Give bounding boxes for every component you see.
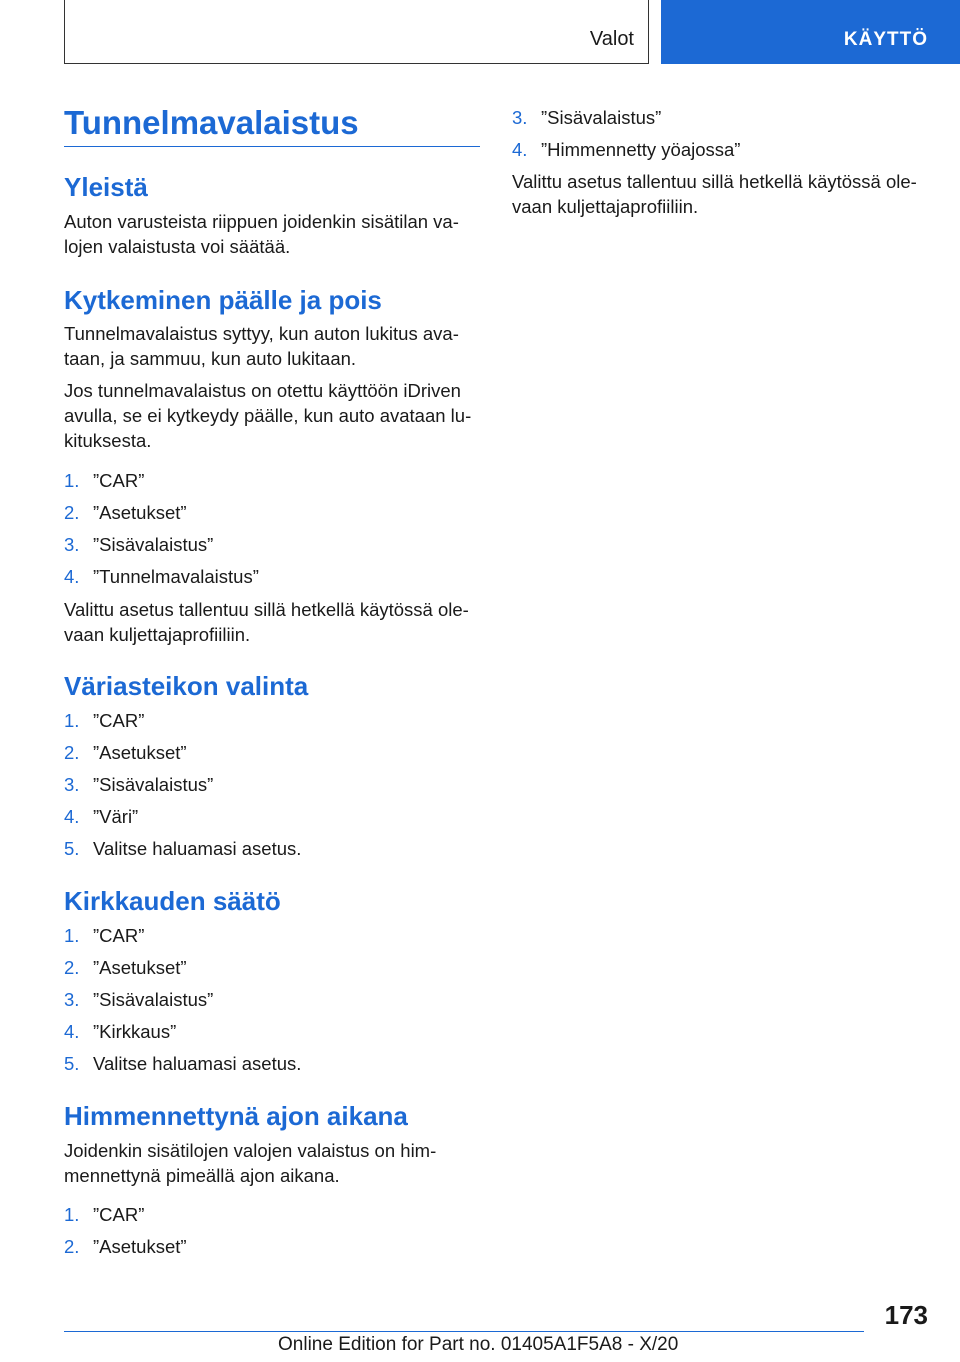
list-number: 4. — [64, 806, 80, 827]
list-text: ”Asetukset” — [93, 742, 187, 763]
list-text: ”Sisävalaistus” — [541, 107, 662, 128]
kytkeminen-paragraph-2: Jos tunnelmavalaistus on otettu käyttöön iDriven avulla, se ei kytkeydy päälle, kun auto avataan lu-kituksesta. — [64, 380, 472, 451]
heading-kytkeminen: Kytkeminen päälle ja pois — [64, 285, 382, 315]
list-text: ”CAR” — [93, 925, 145, 946]
list-number: 3. — [64, 989, 80, 1010]
list-text: ”Himmennetty yöajossa” — [541, 139, 741, 160]
list-text: Valitse haluamasi asetus. — [93, 1053, 302, 1074]
list-number: 3. — [512, 107, 528, 128]
list-number: 3. — [64, 534, 80, 555]
list-number: 2. — [64, 742, 80, 763]
list-number: 4. — [64, 566, 80, 587]
list-text: ”Asetukset” — [93, 502, 187, 523]
kytkeminen-note: Valittu asetus tallentuu sillä hetkellä käytössä ole-vaan kuljettajaprofiiliin. — [64, 599, 469, 645]
page-number: 173 — [884, 1300, 928, 1330]
list-number: 1. — [64, 470, 80, 491]
header-chapter-tab — [661, 0, 960, 64]
footer-rule — [64, 1331, 864, 1332]
list-text: ”CAR” — [93, 1204, 145, 1225]
list-number: 1. — [64, 925, 80, 946]
heading-himmennys: Himmennettynä ajon aikana — [64, 1101, 408, 1131]
list-text: ”CAR” — [93, 470, 145, 491]
list-number: 4. — [512, 139, 528, 160]
list-text: ”Sisävalaistus” — [93, 774, 214, 795]
header-chapter-title: KÄYTTÖ — [843, 29, 928, 50]
page-title: Tunnelmavalaistus — [64, 104, 359, 141]
kytkeminen-paragraph-1: Tunnelmavalaistus syttyy, kun auton lukitus ava-taan, ja sammuu, kun auto lukitaan. — [64, 323, 459, 369]
footer-edition: Online Edition for Part no. 01405A1F5A8 - X/20 — [278, 1334, 679, 1355]
list-number: 2. — [64, 1236, 80, 1257]
list-text: ”Tunnelmavalaistus” — [93, 566, 259, 587]
header-section-box — [64, 0, 649, 64]
list-number: 2. — [64, 957, 80, 978]
yleista-paragraph: Auton varusteista riippuen joidenkin sisätilan va-lojen valaistusta voi säätää. — [64, 211, 459, 257]
list-text: ”Asetukset” — [93, 957, 187, 978]
list-number: 4. — [64, 1021, 80, 1042]
list-text: ”Sisävalaistus” — [93, 534, 214, 555]
list-text: ”Väri” — [93, 806, 139, 827]
heading-vari: Väriasteikon valinta — [64, 671, 309, 701]
heading-yleista: Yleistä — [64, 172, 148, 202]
right-note: Valittu asetus tallentuu sillä hetkellä käytössä ole-vaan kuljettajaprofiiliin. — [512, 171, 917, 217]
header-section-title: Valot — [589, 28, 634, 50]
list-number: 3. — [64, 774, 80, 795]
list-number: 1. — [64, 1204, 80, 1225]
list-number: 2. — [64, 502, 80, 523]
list-number: 5. — [64, 1053, 80, 1074]
list-text: ”Sisävalaistus” — [93, 989, 214, 1010]
list-text: ”Kirkkaus” — [93, 1021, 177, 1042]
list-text: Valitse haluamasi asetus. — [93, 838, 302, 859]
heading-kirkkaus: Kirkkauden säätö — [64, 886, 281, 916]
list-text: ”Asetukset” — [93, 1236, 187, 1257]
list-number: 1. — [64, 710, 80, 731]
title-underline — [64, 146, 480, 147]
list-text: ”CAR” — [93, 710, 145, 731]
himmennys-paragraph: Joidenkin sisätilojen valojen valaistus on him-mennettynä pimeällä ajon aikana. — [64, 1140, 437, 1186]
list-number: 5. — [64, 838, 80, 859]
